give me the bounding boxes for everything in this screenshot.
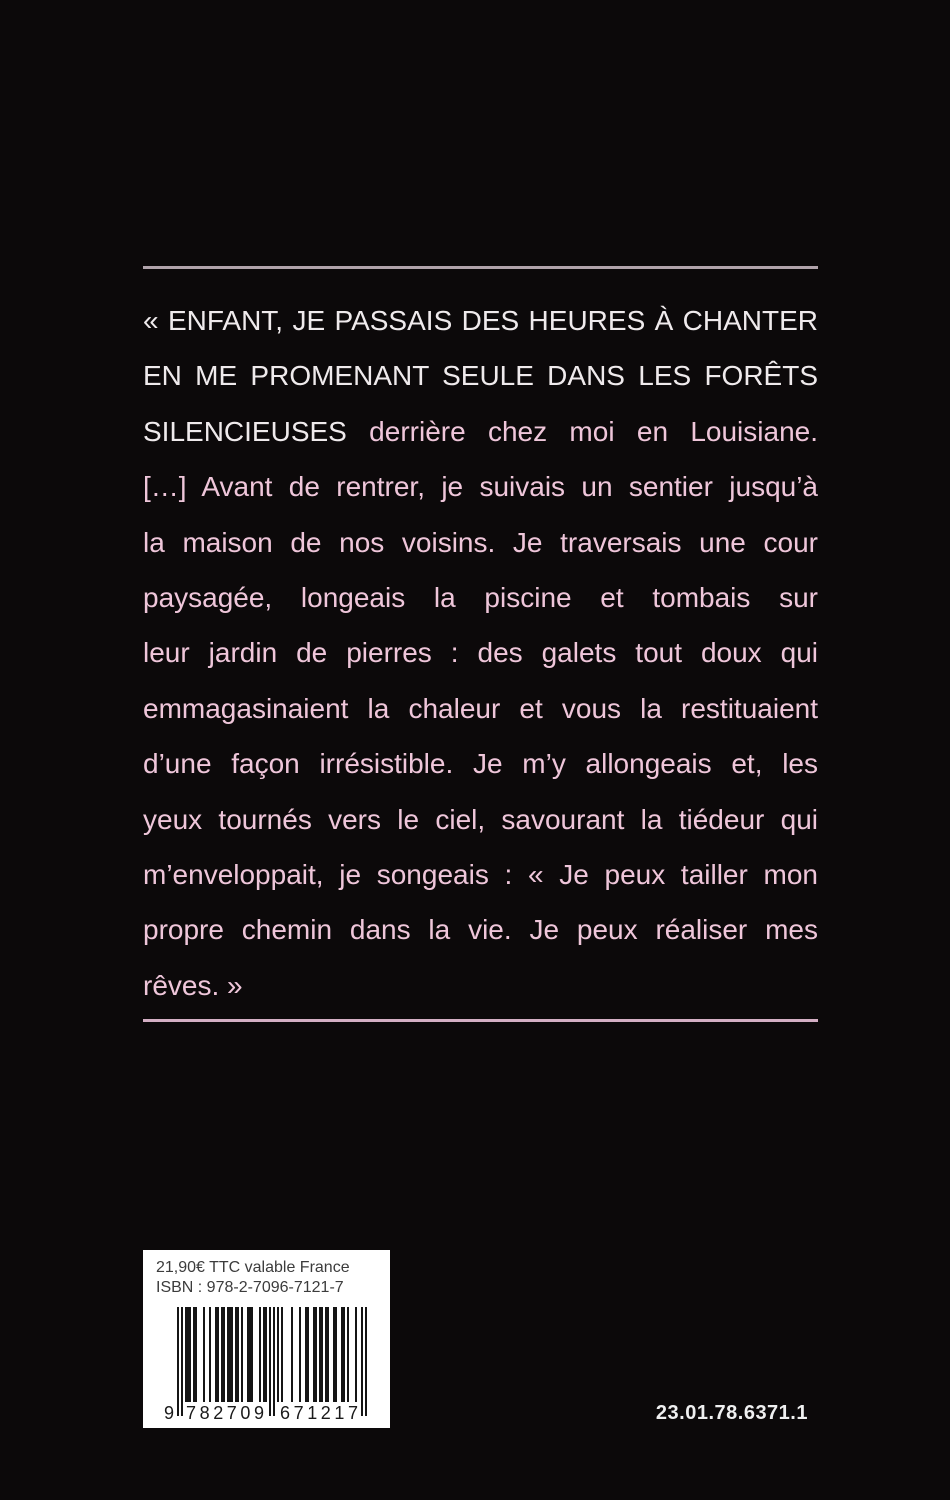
barcode-digits: 671217 <box>280 1403 358 1421</box>
quote-caps-text: EN ME PROMENANT SEULE DANS LES FORÊTS <box>143 360 818 392</box>
quote-line <box>143 792 818 847</box>
quote-line <box>143 293 818 348</box>
quote-caps-text: « ENFANT, JE PASSAIS DES HEURES À CHANTER <box>143 305 818 336</box>
quote-body-text: m’enveloppait, je songeais : « Je peux tailler mon <box>143 858 818 890</box>
quote-body-text: yeux tournés vers le ciel, savourant la tiédeur qui <box>143 803 818 835</box>
quote-line <box>143 847 818 902</box>
quote-body-text: […] Avant de rentrer, je suivais un sentier jusqu’à <box>143 471 818 503</box>
quote-line <box>143 570 818 625</box>
back-cover-quote <box>143 293 818 1013</box>
quote-line <box>143 348 818 403</box>
quote-line <box>143 958 818 1013</box>
isbn-text: ISBN : 978-2-7096-7121-7 <box>156 1279 344 1296</box>
quote-body-text: emmagasinaient la chaleur et vous la restituaient <box>143 692 818 724</box>
quote-line <box>143 625 818 680</box>
top-rule <box>143 266 818 269</box>
price-barcode-box <box>143 1250 390 1428</box>
barcode-digits: 9 <box>163 1403 174 1421</box>
quote-body-text: rêves. » <box>143 969 243 1001</box>
quote-body-text: derrière chez moi en Louisiane. <box>346 415 818 447</box>
bottom-rule <box>143 1019 818 1022</box>
quote-body-text: paysagée, longeais la piscine et tombais sur <box>143 581 818 613</box>
quote-body-text: la maison de nos voisins. Je traversais une cour <box>143 526 818 558</box>
barcode-bars <box>157 1307 375 1421</box>
barcode-digits: 782709 <box>186 1403 264 1421</box>
quote-line <box>143 404 818 459</box>
quote-line <box>143 681 818 736</box>
quote-caps-text: SILENCIEUSES <box>143 415 347 447</box>
quote-body-text: leur jardin de pierres : des galets tout doux qui <box>143 637 818 669</box>
price-text: 21,90€ TTC valable France <box>156 1259 350 1276</box>
ean13-barcode <box>157 1307 375 1426</box>
quote-body-text: d’une façon irrésistible. Je m’y allongeais et, les <box>143 748 818 780</box>
quote-line <box>143 736 818 791</box>
print-code: 23.01.78.6371.1 <box>655 1402 808 1424</box>
quote-line <box>143 515 818 570</box>
quote-body-text: propre chemin dans la vie. Je peux réaliser mes <box>143 914 818 946</box>
quote-line <box>143 902 818 957</box>
quote-line <box>143 459 818 514</box>
